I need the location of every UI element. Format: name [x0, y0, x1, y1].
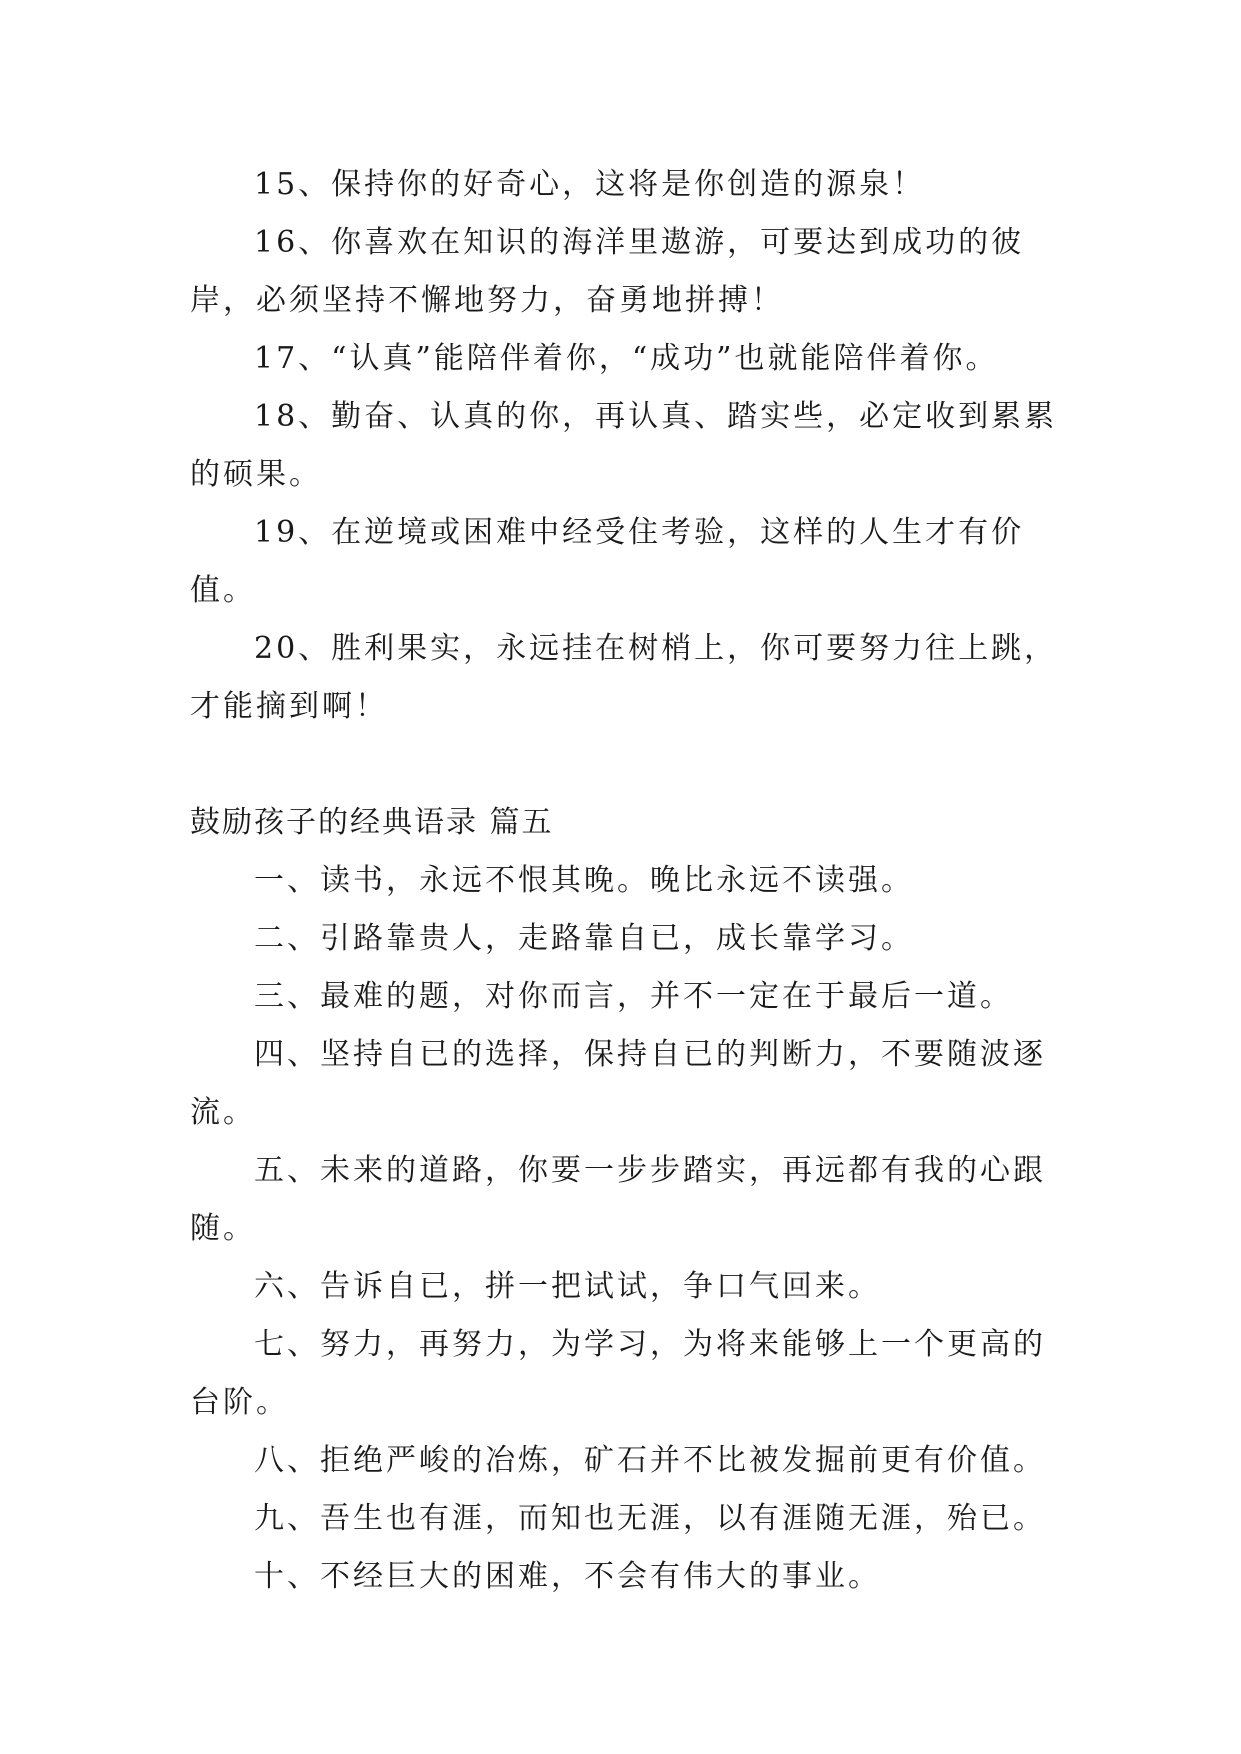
quote-item-2: 二、引路靠贵人，走路靠自已，成长靠学习。 — [254, 921, 914, 956]
quote-item-3: 三、最难的题，对你而言，并不一定在于最后一道。 — [254, 979, 1013, 1014]
quote-item-5: 五、未来的道路，你要一步步踏实，再远都有我的心跟随。 — [190, 1153, 1046, 1246]
quote-item-10: 十、不经巨大的困难，不会有伟大的事业。 — [254, 1559, 881, 1594]
quote-20: 20、胜利果实，永远挂在树梢上，你可要努力往上跳，才能摘到啊！ — [190, 631, 1058, 724]
quote-item-6: 六、告诉自已，拼一把试试，争口气回来。 — [254, 1269, 881, 1304]
section-heading: 鼓励孩子的经典语录 篇五 — [190, 805, 554, 840]
document-body — [190, 156, 1070, 1606]
quote-item-1: 一、读书，永远不恨其晚。晚比永远不读强。 — [254, 863, 914, 898]
quote-item-7: 七、努力，再努力，为学习，为将来能够上一个更高的台阶。 — [190, 1327, 1046, 1420]
quote-19: 19、在逆境或困难中经受住考验，这样的人生才有价值。 — [190, 515, 1025, 608]
quote-item-4: 四、坚持自已的选择，保持自已的判断力，不要随波逐流。 — [190, 1037, 1046, 1130]
quote-15: 15、保持你的好奇心，这将是你创造的源泉！ — [254, 167, 926, 202]
quote-18: 18、勤奋、认真的你，再认真、踏实些，必定收到累累的硕果。 — [190, 399, 1058, 492]
quote-16: 16、你喜欢在知识的海洋里遨游，可要达到成功的彼岸，必须坚持不懈地努力，奋勇地拼搏！ — [190, 225, 1025, 318]
quote-17: 17、“认真”能陪伴着你，“成功”也就能陪伴着你。 — [254, 341, 999, 376]
quote-item-8: 八、拒绝严峻的冶炼，矿石并不比被发掘前更有价值。 — [254, 1443, 1046, 1478]
quote-item-9: 九、吾生也有涯，而知也无涯，以有涯随无涯，殆已。 — [254, 1501, 1046, 1536]
